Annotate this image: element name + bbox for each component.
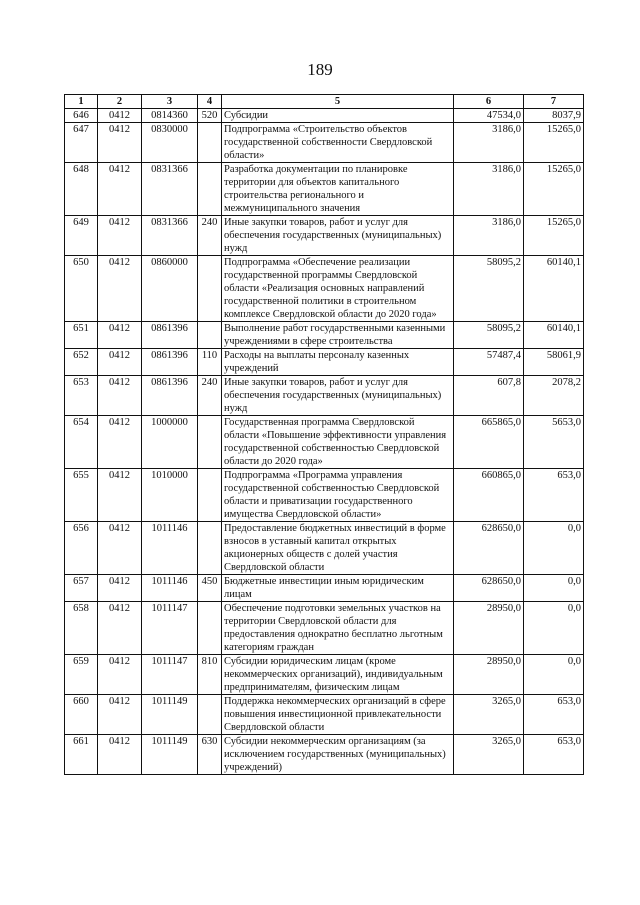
- expense-type: 240: [198, 376, 222, 416]
- section-code: 0412: [98, 123, 142, 163]
- amount-col-6: 3186,0: [454, 123, 524, 163]
- expense-type: [198, 695, 222, 735]
- column-header: 2: [98, 95, 142, 109]
- target-code: 0830000: [142, 123, 198, 163]
- table-row: [65, 123, 584, 163]
- table-row: [65, 349, 584, 376]
- section-code: 0412: [98, 216, 142, 256]
- page-number: 189: [307, 60, 333, 79]
- row-number: 661: [65, 735, 98, 775]
- amount-col-6: 660865,0: [454, 469, 524, 522]
- item-name: Подпрограмма «Обеспечение реализации государственной программы Свердловской области «Реализация основных направлений государственной политики в строительном комплексе Свердловской области до 2020 года»: [222, 256, 454, 322]
- expense-type: 630: [198, 735, 222, 775]
- section-code: 0412: [98, 376, 142, 416]
- table-row: [65, 655, 584, 695]
- amount-col-7: 0,0: [524, 522, 584, 575]
- section-code: 0412: [98, 469, 142, 522]
- expense-type: 450: [198, 575, 222, 602]
- expense-type: 520: [198, 109, 222, 123]
- item-name: Поддержка некоммерческих организаций в сфере повышения инвестиционной привлекательности Свердловской области: [222, 695, 454, 735]
- target-code: 1000000: [142, 416, 198, 469]
- amount-col-7: 60140,1: [524, 256, 584, 322]
- row-number: 651: [65, 322, 98, 349]
- row-number: 650: [65, 256, 98, 322]
- row-number: 648: [65, 163, 98, 216]
- row-number: 658: [65, 602, 98, 655]
- row-number: 659: [65, 655, 98, 695]
- target-code: 0831366: [142, 216, 198, 256]
- row-number: 657: [65, 575, 98, 602]
- amount-col-7: 60140,1: [524, 322, 584, 349]
- amount-col-6: 3265,0: [454, 695, 524, 735]
- section-code: 0412: [98, 322, 142, 349]
- expense-type: [198, 123, 222, 163]
- target-code: 1011146: [142, 575, 198, 602]
- expense-type: [198, 416, 222, 469]
- item-name: Субсидии некоммерческим организациям (за исключением государственных (муниципальных) учреждений): [222, 735, 454, 775]
- item-name: Обеспечение подготовки земельных участков на территории Свердловской области для предоставления однократно бесплатно льготным категориям граждан: [222, 602, 454, 655]
- amount-col-6: 57487,4: [454, 349, 524, 376]
- amount-col-6: 3186,0: [454, 163, 524, 216]
- section-code: 0412: [98, 735, 142, 775]
- amount-col-7: 0,0: [524, 602, 584, 655]
- amount-col-7: 653,0: [524, 695, 584, 735]
- table-header-row: [65, 95, 584, 109]
- table-row: [65, 322, 584, 349]
- table-row: [65, 522, 584, 575]
- table-row: [65, 109, 584, 123]
- section-code: 0412: [98, 522, 142, 575]
- column-header: 3: [142, 95, 198, 109]
- item-name: Иные закупки товаров, работ и услуг для обеспечения государственных (муниципальных) нужд: [222, 216, 454, 256]
- table-row: [65, 469, 584, 522]
- table-row: [65, 376, 584, 416]
- column-header: 1: [65, 95, 98, 109]
- item-name: Подпрограмма «Строительство объектов государственной собственности Свердловской области»: [222, 123, 454, 163]
- item-name: Иные закупки товаров, работ и услуг для обеспечения государственных (муниципальных) нужд: [222, 376, 454, 416]
- section-code: 0412: [98, 256, 142, 322]
- amount-col-7: 5653,0: [524, 416, 584, 469]
- budget-table: [64, 94, 584, 775]
- target-code: 1011146: [142, 522, 198, 575]
- amount-col-6: 665865,0: [454, 416, 524, 469]
- row-number: 647: [65, 123, 98, 163]
- table-row: [65, 602, 584, 655]
- amount-col-6: 58095,2: [454, 322, 524, 349]
- column-header: 6: [454, 95, 524, 109]
- section-code: 0412: [98, 655, 142, 695]
- row-number: 656: [65, 522, 98, 575]
- item-name: Субсидии: [222, 109, 454, 123]
- row-number: 646: [65, 109, 98, 123]
- item-name: Бюджетные инвестиции иным юридическим лицам: [222, 575, 454, 602]
- amount-col-7: 0,0: [524, 655, 584, 695]
- target-code: 0814360: [142, 109, 198, 123]
- item-name: Государственная программа Свердловской области «Повышение эффективности управления государственной собственностью Свердловской области до 2020 года»: [222, 416, 454, 469]
- amount-col-6: 58095,2: [454, 256, 524, 322]
- target-code: 0860000: [142, 256, 198, 322]
- amount-col-7: 8037,9: [524, 109, 584, 123]
- expense-type: 110: [198, 349, 222, 376]
- section-code: 0412: [98, 416, 142, 469]
- item-name: Субсидии юридическим лицам (кроме некоммерческих организаций), индивидуальным предпринимателям, физическим лицам: [222, 655, 454, 695]
- column-header: 7: [524, 95, 584, 109]
- target-code: 1011149: [142, 695, 198, 735]
- section-code: 0412: [98, 695, 142, 735]
- row-number: 653: [65, 376, 98, 416]
- amount-col-6: 28950,0: [454, 655, 524, 695]
- section-code: 0412: [98, 109, 142, 123]
- row-number: 654: [65, 416, 98, 469]
- target-code: 0831366: [142, 163, 198, 216]
- amount-col-7: 15265,0: [524, 123, 584, 163]
- amount-col-6: 47534,0: [454, 109, 524, 123]
- target-code: 1010000: [142, 469, 198, 522]
- column-header: 5: [222, 95, 454, 109]
- target-code: 0861396: [142, 322, 198, 349]
- row-number: 660: [65, 695, 98, 735]
- table-row: [65, 216, 584, 256]
- row-number: 655: [65, 469, 98, 522]
- expense-type: [198, 163, 222, 216]
- amount-col-7: 58061,9: [524, 349, 584, 376]
- table-row: [65, 416, 584, 469]
- target-code: 0861396: [142, 376, 198, 416]
- amount-col-7: 2078,2: [524, 376, 584, 416]
- expense-type: 240: [198, 216, 222, 256]
- target-code: 1011147: [142, 602, 198, 655]
- amount-col-7: 0,0: [524, 575, 584, 602]
- amount-col-6: 628650,0: [454, 575, 524, 602]
- expense-type: [198, 322, 222, 349]
- table-row: [65, 575, 584, 602]
- item-name: Предоставление бюджетных инвестиций в форме взносов в уставный капитал открытых акционерных обществ с долей участия Свердловской области: [222, 522, 454, 575]
- section-code: 0412: [98, 163, 142, 216]
- amount-col-6: 3265,0: [454, 735, 524, 775]
- table-row: [65, 256, 584, 322]
- table-row: [65, 735, 584, 775]
- expense-type: [198, 522, 222, 575]
- item-name: Выполнение работ государственными казенными учреждениями в сфере строительства: [222, 322, 454, 349]
- target-code: 1011149: [142, 735, 198, 775]
- amount-col-7: 653,0: [524, 735, 584, 775]
- expense-type: [198, 256, 222, 322]
- row-number: 652: [65, 349, 98, 376]
- amount-col-7: 15265,0: [524, 163, 584, 216]
- amount-col-7: 15265,0: [524, 216, 584, 256]
- target-code: 1011147: [142, 655, 198, 695]
- amount-col-7: 653,0: [524, 469, 584, 522]
- column-header: 4: [198, 95, 222, 109]
- amount-col-6: 607,8: [454, 376, 524, 416]
- item-name: Разработка документации по планировке территории для объектов капитального строительства регионального и межмуниципального значения: [222, 163, 454, 216]
- expense-type: [198, 469, 222, 522]
- target-code: 0861396: [142, 349, 198, 376]
- section-code: 0412: [98, 602, 142, 655]
- amount-col-6: 28950,0: [454, 602, 524, 655]
- row-number: 649: [65, 216, 98, 256]
- section-code: 0412: [98, 575, 142, 602]
- amount-col-6: 3186,0: [454, 216, 524, 256]
- table-row: [65, 163, 584, 216]
- expense-type: [198, 602, 222, 655]
- table-row: [65, 695, 584, 735]
- section-code: 0412: [98, 349, 142, 376]
- expense-type: 810: [198, 655, 222, 695]
- item-name: Подпрограмма «Программа управления государственной собственностью Свердловской области и приватизации государственного имущества Свердловской области»: [222, 469, 454, 522]
- amount-col-6: 628650,0: [454, 522, 524, 575]
- item-name: Расходы на выплаты персоналу казенных учреждений: [222, 349, 454, 376]
